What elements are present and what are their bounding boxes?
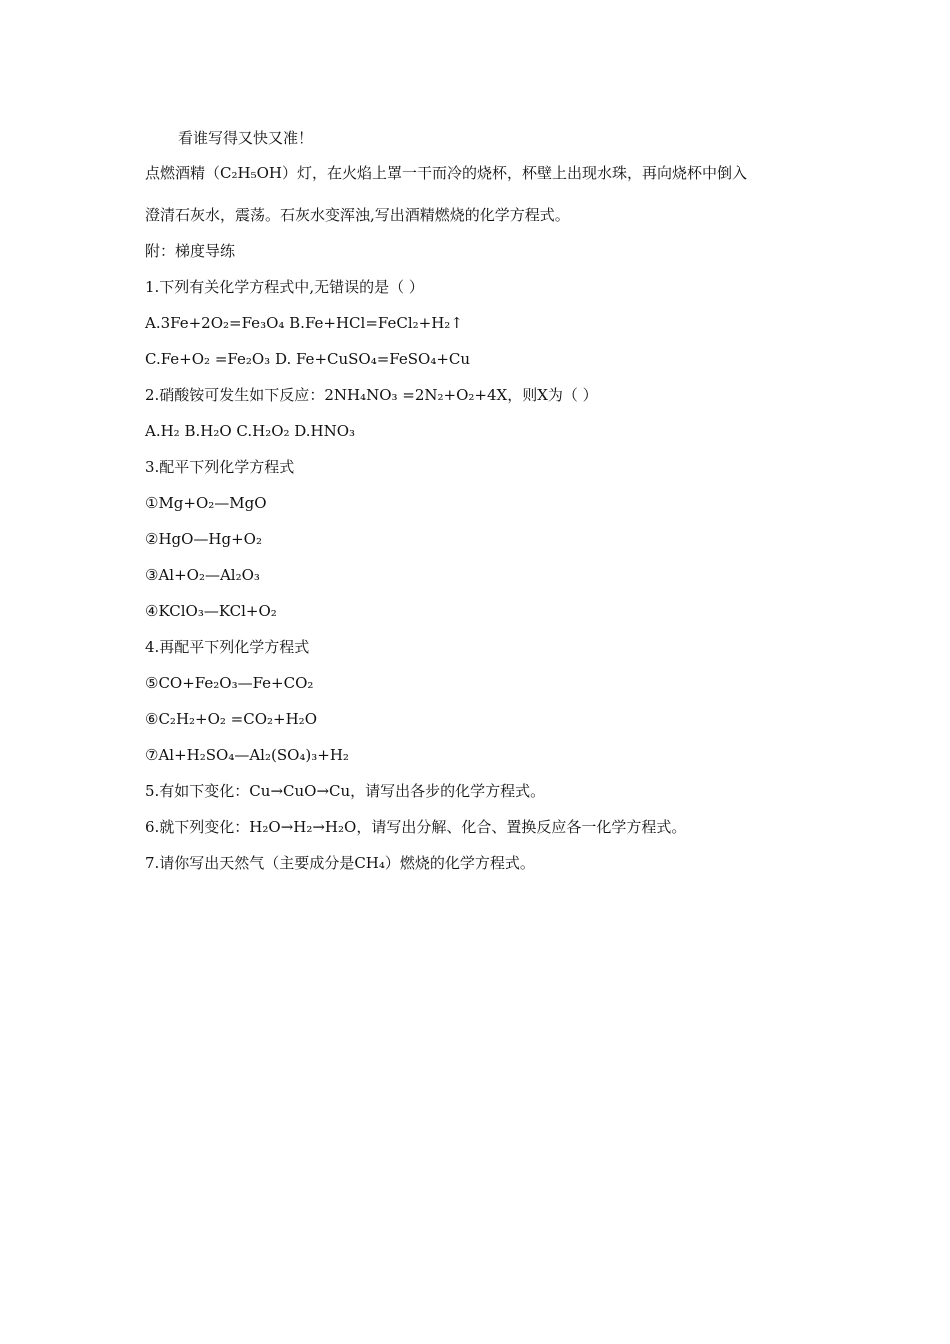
question-3-stem: 3.配平下列化学方程式 — [145, 458, 295, 476]
question-1-options-cd: C.Fe+O₂ =Fe₂O₃ D. Fe+CuSO₄=FeSO₄+Cu — [145, 350, 471, 368]
question-1-options-ab: A.3Fe+2O₂=Fe₃O₄ B.Fe+HCl=FeCl₂+H₂↑ — [145, 314, 463, 332]
question-3-item-1: ①Mg+O₂—MgO — [145, 494, 267, 512]
intro-paragraph-line-2: 澄清石灰水，震荡。石灰水变浑浊,写出酒精燃烧的化学方程式。 — [145, 206, 570, 224]
question-2-stem: 2.硝酸铵可发生如下反应：2NH₄NO₃ =2N₂+O₂+4X，则X为（ ） — [145, 386, 598, 404]
question-4-item-6: ⑥C₂H₂+O₂ =CO₂+H₂O — [145, 710, 317, 728]
question-4-item-5: ⑤CO+Fe₂O₃—Fe+CO₂ — [145, 674, 314, 692]
question-3-item-4: ④KClO₃—KCl+O₂ — [145, 602, 277, 620]
question-4-item-7: ⑦Al+H₂SO₄—Al₂(SO₄)₃+H₂ — [145, 746, 349, 764]
appendix-title: 附：梯度导练 — [145, 242, 236, 260]
question-3-item-2: ②HgO—Hg+O₂ — [145, 530, 262, 548]
question-4-stem: 4.再配平下列化学方程式 — [145, 638, 310, 656]
question-6: 6.就下列变化：H₂O→H₂→H₂O，请写出分解、化合、置换反应各一化学方程式。 — [145, 818, 687, 836]
intro-heading: 看谁写得又快又准！ — [178, 129, 314, 147]
intro-paragraph-line-1: 点燃酒精（C₂H₅OH）灯，在火焰上罩一干而冷的烧杯，杯壁上出现水珠，再向烧杯中倒入 — [145, 164, 747, 182]
question-1-stem: 1.下列有关化学方程式中,无错误的是（ ） — [145, 278, 424, 296]
question-2-options: A.H₂ B.H₂O C.H₂O₂ D.HNO₃ — [145, 422, 356, 440]
question-7: 7.请你写出天然气（主要成分是CH₄）燃烧的化学方程式。 — [145, 854, 535, 872]
question-5: 5.有如下变化：Cu→CuO→Cu，请写出各步的化学方程式。 — [145, 782, 546, 800]
question-3-item-3: ③Al+O₂—Al₂O₃ — [145, 566, 260, 584]
